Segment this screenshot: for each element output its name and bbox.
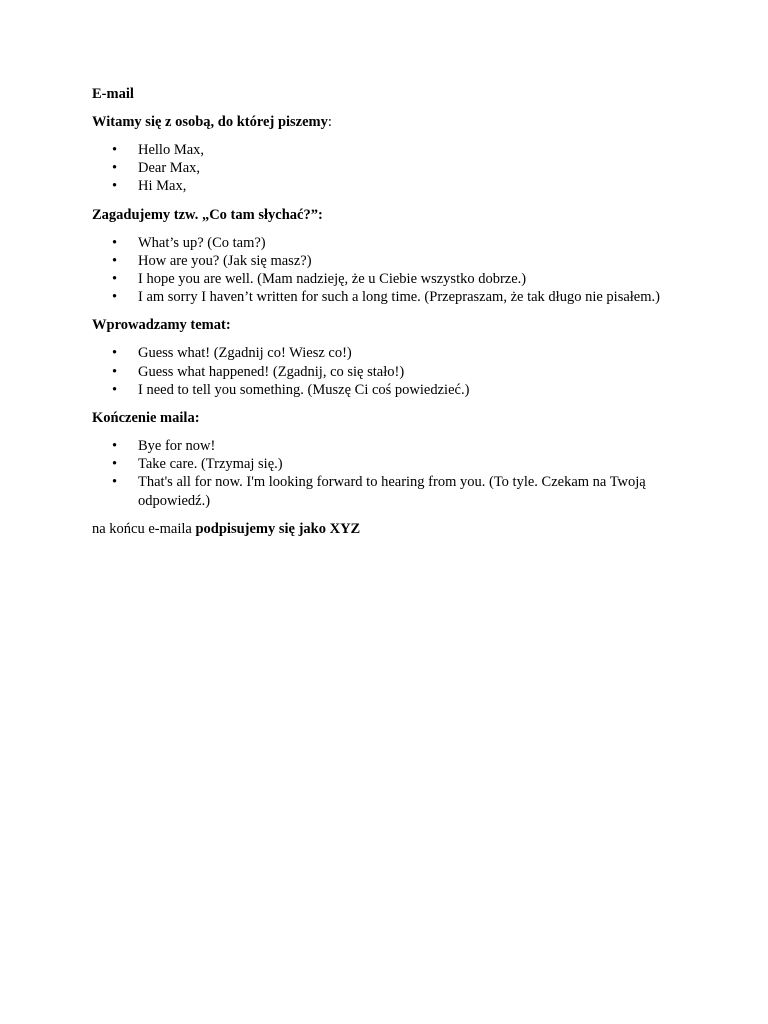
list-item bbox=[92, 252, 672, 270]
bullet-icon: • bbox=[112, 234, 118, 251]
bullet-icon: • bbox=[112, 345, 118, 362]
list-item-text: That's all for now. I'm looking forward to hearing from you. (To tyle. Czekam na Twoją odpowiedź.) bbox=[138, 474, 646, 509]
list-item-text: Take care. (Trzymaj się.) bbox=[138, 456, 283, 473]
list-item-text: Hello Max, bbox=[138, 142, 205, 158]
list-item bbox=[92, 288, 672, 306]
bullet-icon: • bbox=[112, 363, 118, 380]
bullet-icon: • bbox=[112, 456, 118, 473]
section-heading-closing: Kończenie maila: bbox=[92, 410, 200, 427]
section-heading-greeting bbox=[92, 113, 672, 131]
closing-signature: podpisujemy się jako XYZ bbox=[195, 520, 361, 537]
list-item-text: Guess what! (Zgadnij co! Wiesz co!) bbox=[138, 345, 352, 362]
list-item-text: What’s up? (Co tam?) bbox=[138, 234, 266, 251]
list-item bbox=[92, 177, 672, 195]
list-item-text: Bye for now! bbox=[138, 438, 216, 455]
list-item bbox=[92, 473, 672, 509]
list-item-text: Dear Max, bbox=[138, 160, 201, 177]
list-item bbox=[92, 270, 672, 288]
bullet-icon: • bbox=[112, 381, 118, 398]
small-talk-list bbox=[92, 234, 672, 307]
closing-list bbox=[92, 437, 672, 510]
section-heading-topic: Wprowadzamy temat: bbox=[92, 317, 231, 334]
list-item bbox=[92, 455, 672, 473]
list-item bbox=[92, 381, 672, 399]
list-item bbox=[92, 437, 672, 455]
list-item-text: How are you? (Jak się masz?) bbox=[138, 252, 312, 269]
document-page bbox=[92, 85, 672, 538]
bullet-icon: • bbox=[112, 142, 118, 158]
section-heading-colon: : bbox=[327, 114, 332, 130]
bullet-icon: • bbox=[112, 438, 118, 455]
list-item bbox=[92, 363, 672, 381]
list-item-text: I hope you are well. (Mam nadzieję, że u Ciebie wszystko dobrze.) bbox=[138, 271, 527, 288]
topic-list bbox=[92, 344, 672, 399]
list-item bbox=[92, 344, 672, 362]
list-item bbox=[92, 159, 672, 177]
list-item-text: I am sorry I haven’t written for such a long time. (Przepraszam, że tak długo nie pisałem.) bbox=[138, 289, 660, 306]
list-item-text: Guess what happened! (Zgadnij, co się stało!) bbox=[138, 363, 405, 380]
list-item-text: I need to tell you something. (Muszę Ci coś powiedzieć.) bbox=[138, 381, 470, 398]
section-heading-small-talk: Zagadujemy tzw. „Co tam słychać?”: bbox=[92, 206, 323, 223]
document-title: E-mail bbox=[92, 86, 134, 102]
closing-prefix: na końcu e-maila bbox=[92, 520, 196, 537]
bullet-icon: • bbox=[112, 289, 118, 306]
greeting-list bbox=[92, 141, 672, 196]
list-item bbox=[92, 141, 672, 159]
bullet-icon: • bbox=[112, 474, 118, 491]
section-heading-text: Witamy się z osobą, do której piszemy bbox=[92, 114, 328, 130]
bullet-icon: • bbox=[112, 252, 118, 269]
closing-line bbox=[92, 520, 672, 538]
list-item-text: Hi Max, bbox=[138, 178, 187, 195]
bullet-icon: • bbox=[112, 160, 118, 177]
list-item bbox=[92, 234, 672, 252]
bullet-icon: • bbox=[112, 271, 118, 288]
bullet-icon: • bbox=[112, 178, 118, 195]
